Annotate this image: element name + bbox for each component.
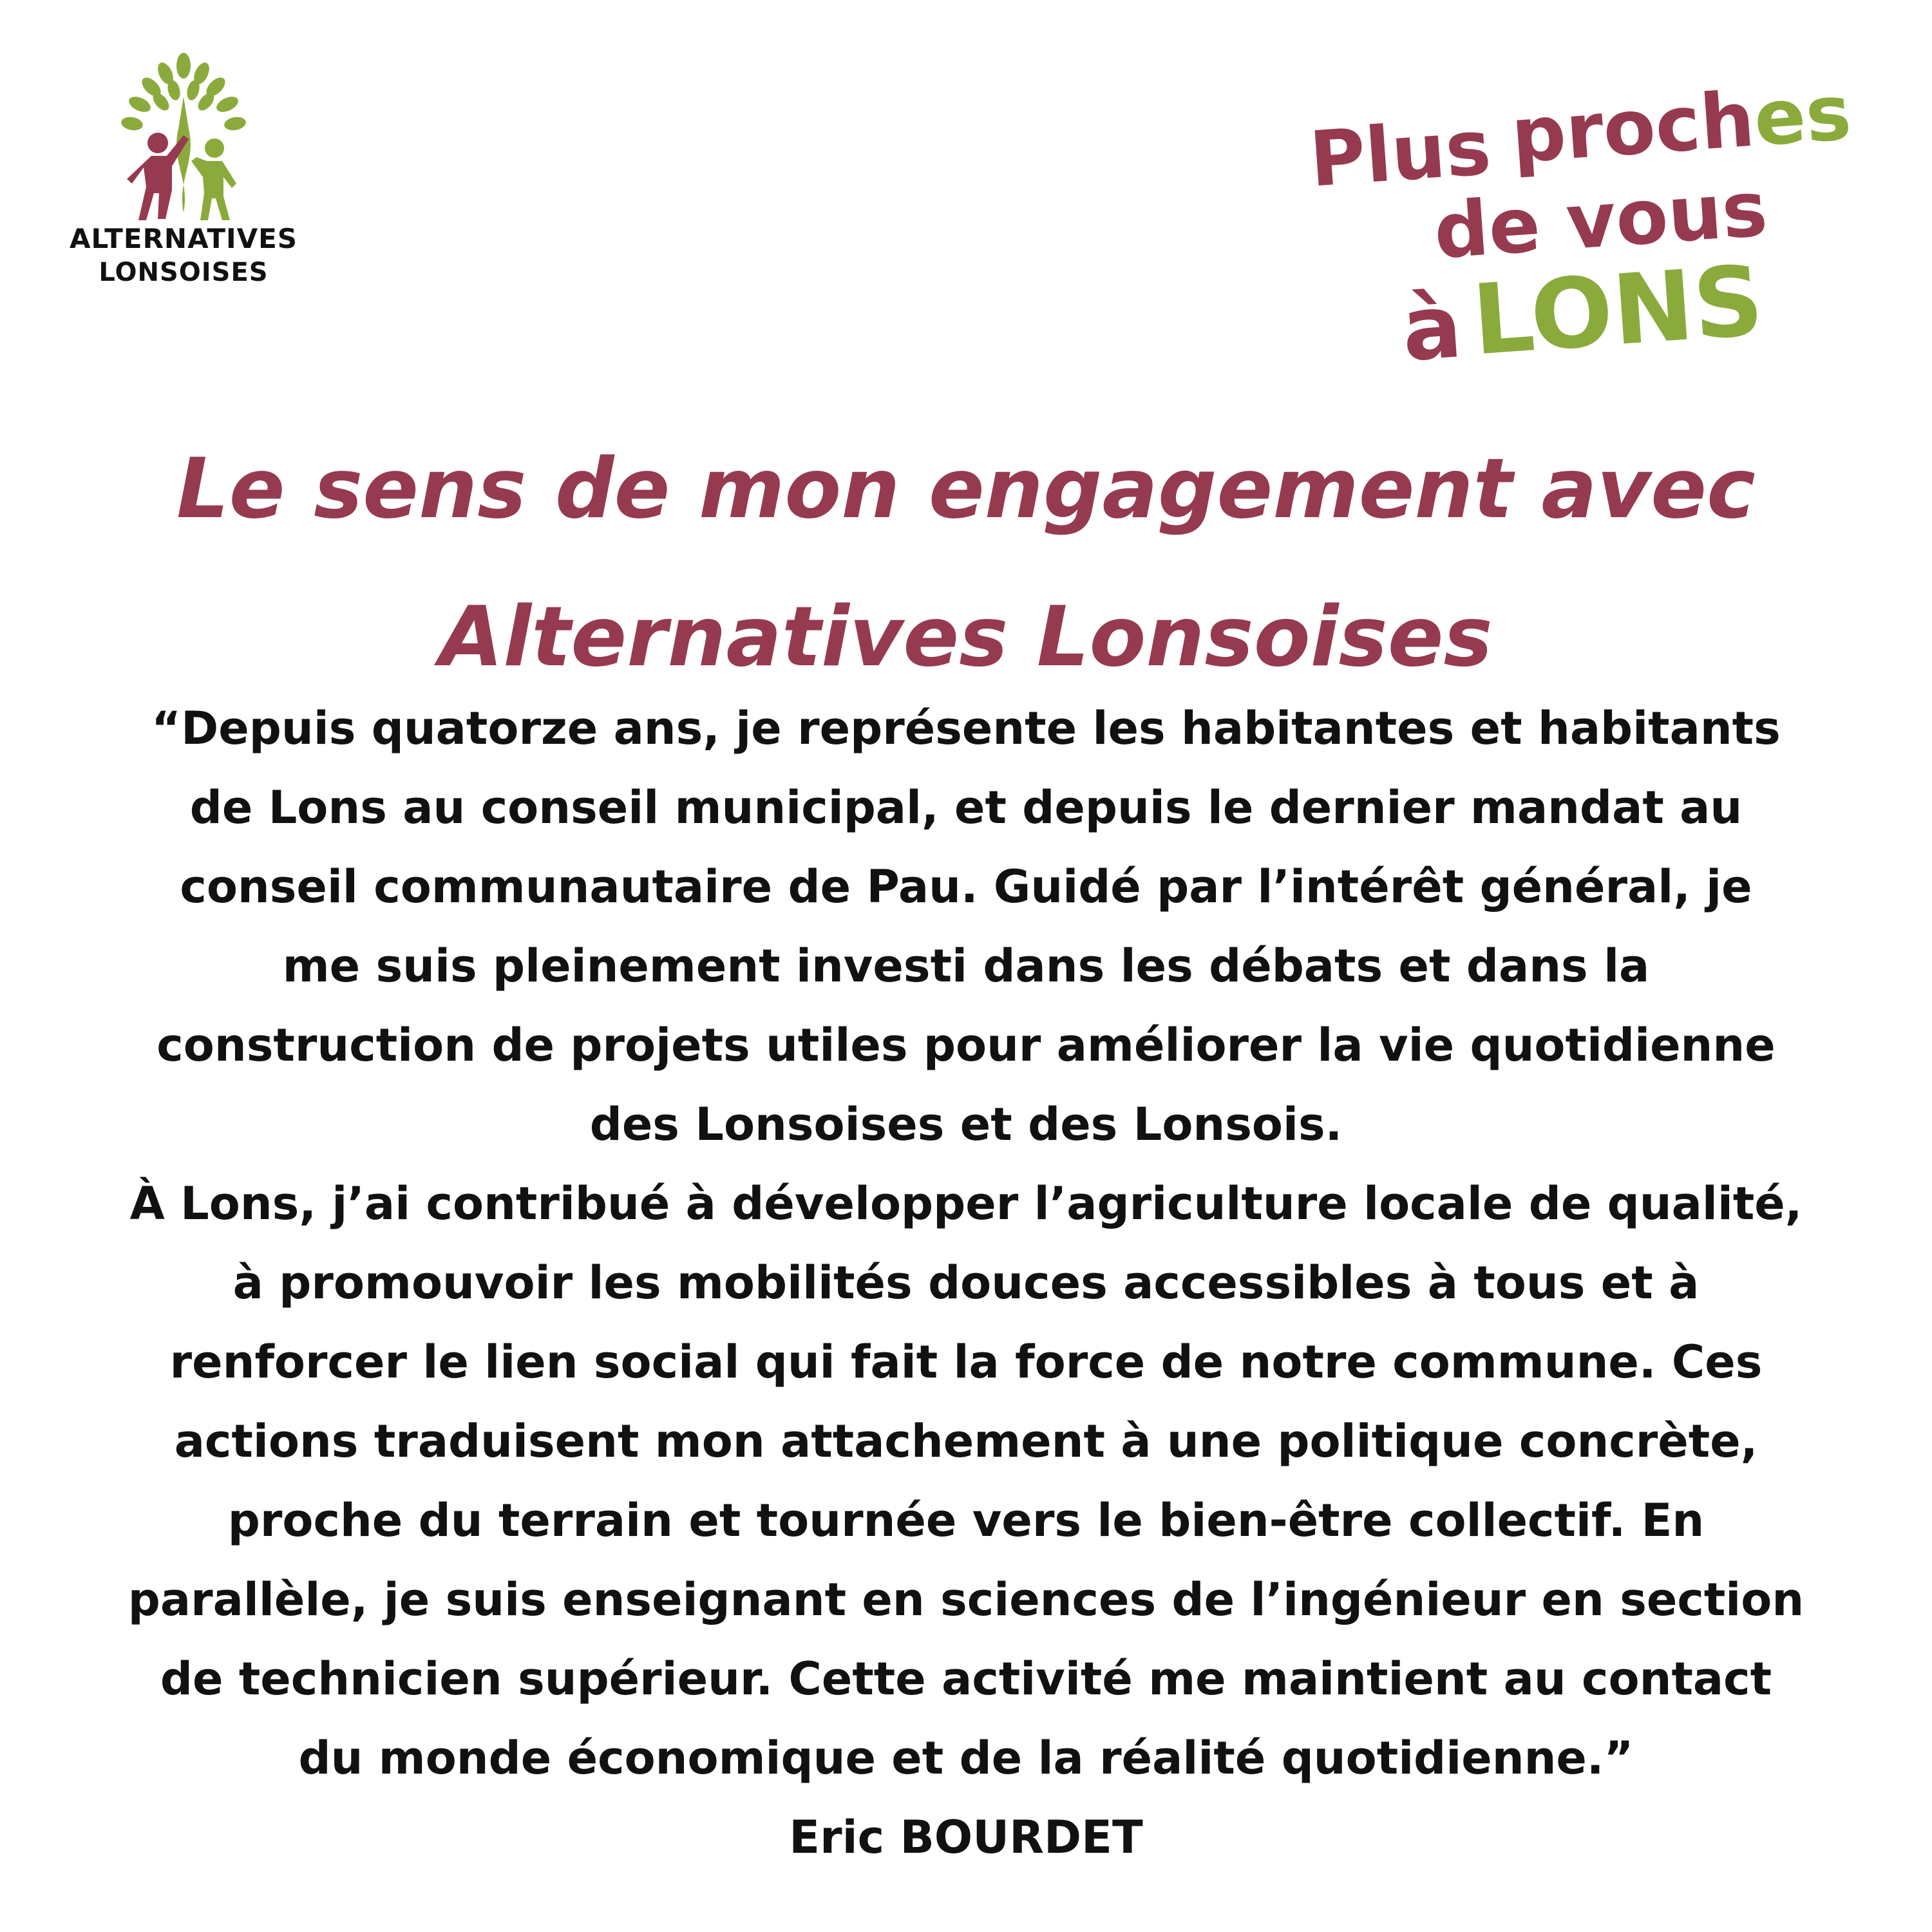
slogan-lons: LONS — [1469, 245, 1767, 377]
quote-line: construction de projets utiles pour améliorer la vie quotidienne — [156, 1019, 1776, 1072]
quote-line: des Lonsoises et des Lonsois. — [589, 1098, 1343, 1151]
logo-text — [61, 222, 306, 289]
quote-line: conseil communautaire de Pau. Guidé par l’intérêt général, je — [180, 860, 1752, 913]
quote-line: me suis pleinement investi dans les débats et dans la — [282, 940, 1650, 992]
tree-with-two-people-icon — [113, 52, 254, 232]
quote-line: proche du terrain et tournée vers le bien-être collectif. En — [227, 1494, 1705, 1547]
quote-line: de technicien supérieur. Cette activité me maintient au contact — [160, 1653, 1772, 1705]
slogan-proches-end: es — [1751, 68, 1854, 164]
page-title — [0, 415, 1932, 712]
quote-block — [32, 689, 1900, 1877]
title-line: Alternatives Lonsoises — [439, 589, 1493, 685]
logo-line-lonsoises: LONSOISES — [99, 257, 269, 287]
quote-line: actions traduisent mon attachement à une politique concrète, — [174, 1415, 1758, 1468]
slogan-plus: Plus — [1307, 102, 1494, 204]
alternatives-lonsoises-logo — [61, 52, 306, 303]
slogan-plus-proches-de-vous — [1291, 39, 1864, 382]
quote-line: “Depuis quatorze ans, je représente les habitantes et habitants — [151, 702, 1781, 755]
quote-line: renforcer le lien social qui fait la force de notre commune. Ces — [169, 1336, 1763, 1388]
quote-line: À Lons, j’ai contribué à développer l’agriculture locale de qualité, — [129, 1177, 1803, 1230]
slogan-a: à — [1399, 276, 1465, 382]
author-signature: Eric BOURDET — [789, 1811, 1143, 1864]
title-line: Le sens de mon engagement avec — [176, 441, 1756, 537]
logo-line-alternatives: ALTERNATIVES — [69, 223, 298, 254]
quote-line: du monde économique et de la réalité quotidienne.” — [298, 1732, 1634, 1785]
slogan-proches-main: proch — [1508, 74, 1757, 180]
quote-line: parallèle, je suis enseignant en sciences de l’ingénieur en section — [128, 1573, 1804, 1626]
quote-line: de Lons au conseil municipal, et depuis le dernier mandat au — [189, 781, 1743, 834]
quote-line: à promouvoir les mobilités douces accessibles à tous et à — [232, 1256, 1700, 1309]
slogan-de-vous: de vous — [1431, 164, 1770, 276]
slogan-proches — [1508, 68, 1853, 180]
